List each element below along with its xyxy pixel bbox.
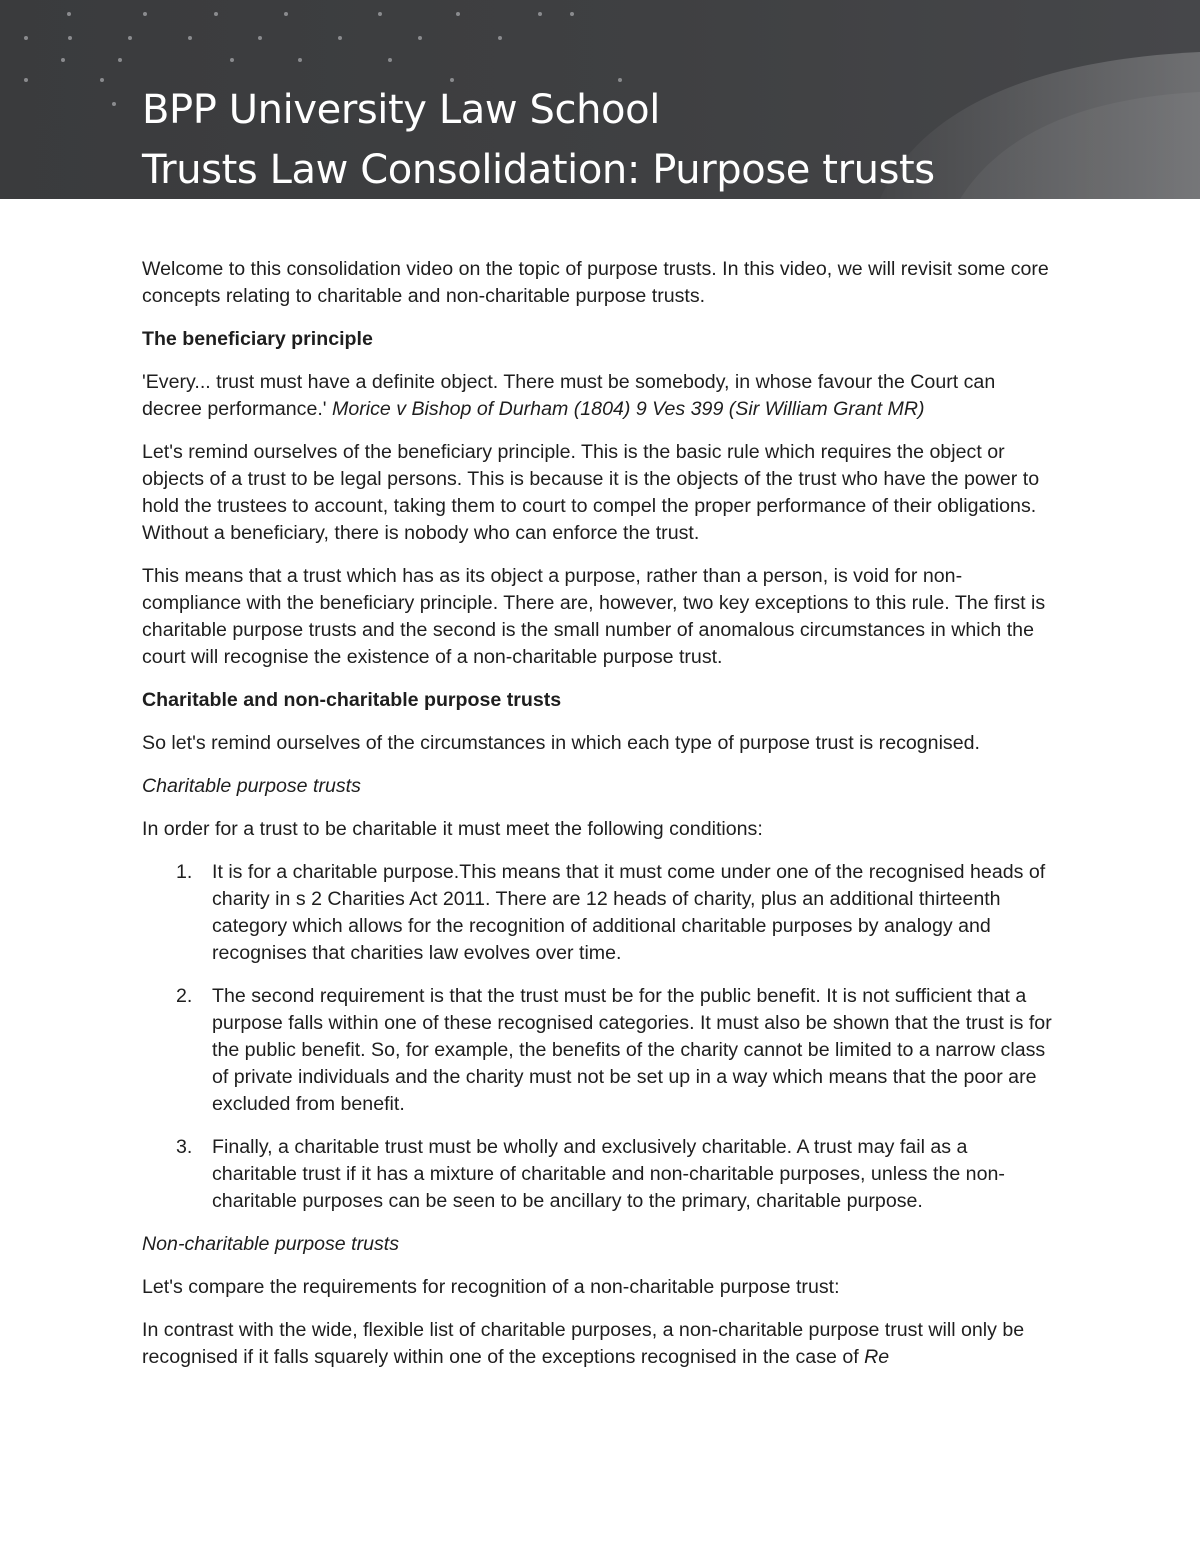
title-line-1: BPP University Law School bbox=[142, 87, 660, 133]
non-charitable-paragraph-text: In contrast with the wide, flexible list of charitable purposes, a non-charitable purpose trust will only be recognised if it falls squarely within one of the exceptions recognised in the case of bbox=[142, 1319, 1025, 1368]
section-heading-purpose-trusts: Charitable and non-charitable purpose trusts bbox=[142, 689, 562, 711]
section-heading-beneficiary-principle: The beneficiary principle bbox=[142, 328, 373, 350]
exceptions-paragraph: This means that a trust which has as its object a purpose, rather than a person, is void for non-compliance with the beneficiary principle. There are, however, two key exceptions to this rule. The first is charitable purpose trusts and the second is the small number of anomalous circumstances in which the court will recognise the existence of a non-charitable purpose trust. bbox=[142, 565, 1046, 668]
list-item bbox=[142, 1134, 1054, 1215]
quote-text: 'Every... trust must have a definite object. There must be somebody, in whose favour the Court can decree performance.' bbox=[142, 371, 996, 420]
list-item-text: Finally, a charitable trust must be wholly and exclusively charitable. A trust may fail as a charitable trust if it has a mixture of charitable and non-charitable purposes, unless the non-charitable purposes can be seen to be ancillary to the primary, charitable purpose. bbox=[212, 1136, 1005, 1212]
document-title bbox=[142, 80, 935, 199]
charitable-conditions-list bbox=[142, 859, 1054, 1215]
document-body bbox=[142, 256, 1054, 1387]
subheading-non-charitable: Non-charitable purpose trusts bbox=[142, 1233, 400, 1255]
intro-paragraph: Welcome to this consolidation video on the topic of purpose trusts. In this video, we will revisit some core concepts relating to charitable and non-charitable purpose trusts. bbox=[142, 258, 1049, 307]
non-charitable-paragraph bbox=[142, 1317, 1054, 1371]
beneficiary-principle-paragraph: Let's remind ourselves of the beneficiary principle. This is the basic rule which requires the object or objects of a trust to be legal persons. This is because it is the objects of the trust who have the power to hold the trustees to account, taking them to court to compel the proper performance of their obligations. Without a beneficiary, there is nobody who can enforce the trust. bbox=[142, 441, 1040, 544]
list-item-number: 3. bbox=[176, 1136, 193, 1158]
list-item-text: The second requirement is that the trust must be for the public benefit. It is not sufficient that a purpose falls within one of these recognised categories. It must also be shown that the trust is for the public benefit. So, for example, the benefits of the charity cannot be limited to a narrow class of private individuals and the charity must not be set up in a way which means that the poor are excluded from benefit. bbox=[212, 985, 1052, 1115]
title-line-2: Trusts Law Consolidation: Purpose trusts bbox=[142, 147, 935, 193]
list-item bbox=[142, 859, 1054, 967]
purpose-trusts-intro: So let's remind ourselves of the circumstances in which each type of purpose trust is recognised. bbox=[142, 732, 980, 754]
non-charitable-lead: Let's compare the requirements for recognition of a non-charitable purpose trust: bbox=[142, 1276, 840, 1298]
list-item bbox=[142, 983, 1054, 1118]
case-citation: Morice v Bishop of Durham (1804) 9 Ves 399 (Sir William Grant MR) bbox=[332, 398, 925, 420]
quote-paragraph bbox=[142, 369, 1054, 423]
case-name-fragment: Re bbox=[864, 1346, 890, 1368]
list-item-number: 2. bbox=[176, 985, 193, 1007]
list-item-text: It is for a charitable purpose.This means that it must come under one of the recognised heads of charity in s 2 Charities Act 2011. There are 12 heads of charity, plus an additional thirteenth category which allows for the recognition of additional charitable purposes by analogy and recognises that charities law evolves over time. bbox=[212, 861, 1046, 964]
charitable-lead: In order for a trust to be charitable it must meet the following conditions: bbox=[142, 818, 763, 840]
subheading-charitable: Charitable purpose trusts bbox=[142, 775, 361, 797]
header-banner bbox=[0, 0, 1200, 199]
list-item-number: 1. bbox=[176, 861, 193, 883]
